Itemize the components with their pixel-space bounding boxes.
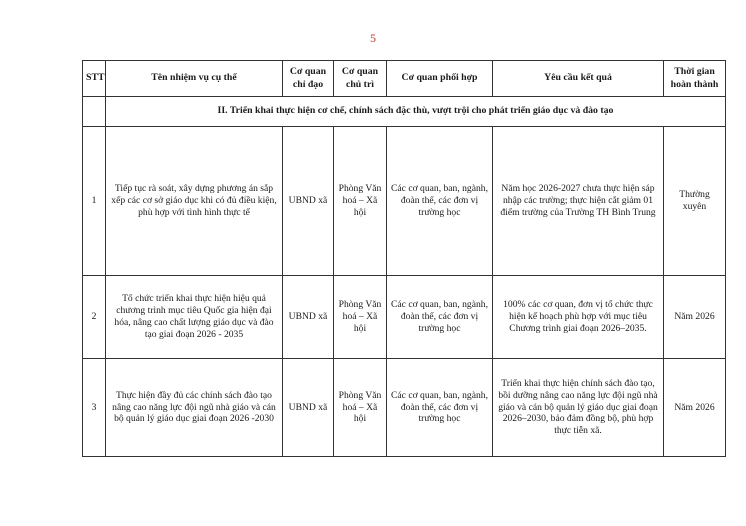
header-directing-agency: Cơ quan chỉ đạo [283,61,334,97]
task-table [82,60,726,457]
table-row [83,127,726,276]
row-lead-agency: Phòng Văn hoá – Xã hội [334,127,387,276]
row-deadline: Năm 2026 [664,359,726,457]
row-lead-agency: Phòng Văn hoá – Xã hội [334,276,387,359]
row-directing-agency: UBND xã [283,127,334,276]
row-task: Tiếp tục rà soát, xây dựng phương án sắp xếp các cơ sở giáo dục khi có đủ điều kiện, phù hợp với tình hình thực tế [106,127,283,276]
row-task: Thực hiện đầy đủ các chính sách đào tạo nâng cao năng lực đội ngũ nhà giáo và cán bộ quản lý giáo dục giai đoạn 2026 -2030 [106,359,283,457]
row-coordinating-agency: Các cơ quan, ban, ngành, đoàn thể, các đơn vị trường học [387,276,493,359]
row-requirement: Năm học 2026-2027 chưa thực hiện sáp nhập các trường; thực hiện cắt giảm 01 điểm trường của Trường TH Bình Trung [493,127,664,276]
header-requirement: Yêu cầu kết quả [493,61,664,97]
table-row [83,359,726,457]
row-task: Tổ chức triển khai thực hiện hiệu quả chương trình mục tiêu Quốc gia hiện đại hóa, nâng cao chất lượng giáo dục và đào tạo giai đoạn 2026 - 2035 [106,276,283,359]
row-coordinating-agency: Các cơ quan, ban, ngành, đoàn thể, các đơn vị trường học [387,359,493,457]
page-number: 5 [370,31,376,45]
row-stt: 2 [83,276,106,359]
row-requirement: Triển khai thực hiện chính sách đào tạo, bồi dưỡng nâng cao năng lực đội ngũ nhà giáo và cán bộ quản lý giáo dục giai đoạn 2026–2030, bảo đảm đồng bộ, phù hợp thực tiễn xã. [493,359,664,457]
row-deadline: Năm 2026 [664,276,726,359]
row-stt: 3 [83,359,106,457]
row-coordinating-agency: Các cơ quan, ban, ngành, đoàn thể, các đơn vị trường học [387,127,493,276]
header-stt: STT [83,61,106,97]
table-row [83,276,726,359]
row-stt: 1 [83,127,106,276]
row-directing-agency: UBND xã [283,276,334,359]
header-coordinating-agency: Cơ quan phối hợp [387,61,493,97]
row-lead-agency: Phòng Văn hoá – Xã hội [334,359,387,457]
row-directing-agency: UBND xã [283,359,334,457]
table-header-row [83,61,726,97]
row-requirement: 100% các cơ quan, đơn vị tổ chức thực hiện kế hoạch phù hợp với mục tiêu Chương trình giai đoạn 2026–2035. [493,276,664,359]
header-lead-agency: Cơ quan chủ trì [334,61,387,97]
row-deadline: Thường xuyên [664,127,726,276]
header-deadline: Thời gian hoàn thành [664,61,726,97]
section-row [83,97,726,127]
section-title: II. Triển khai thực hiện cơ chế, chính sách đặc thù, vượt trội cho phát triển giáo dục và đào tạo [106,97,726,127]
header-task: Tên nhiệm vụ cụ thể [106,61,283,97]
